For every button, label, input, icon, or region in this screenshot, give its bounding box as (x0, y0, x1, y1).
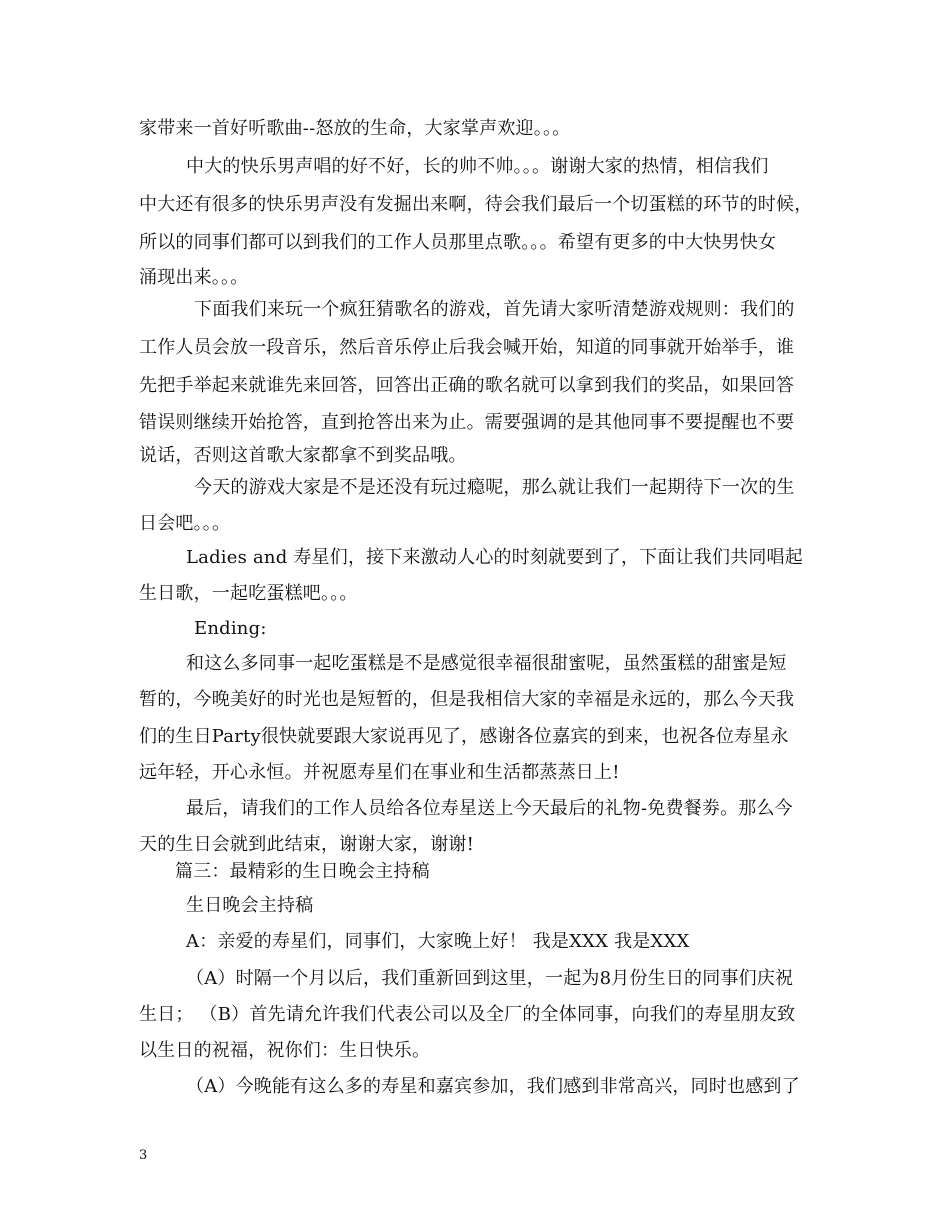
text-line: A：亲爱的寿星们，同事们，大家晚上好！ 我是XXX 我是XXX (186, 931, 690, 952)
text-line: Ladies and 寿星们，接下来激动人心的时刻就要到了，下面让我们共同唱起 (186, 547, 803, 568)
text-line: 最后，请我们的工作人员给各位寿星送上今天最后的礼物-免费餐劵。那么今 (186, 798, 793, 819)
section-subheading: 生日晚会主持稿 (186, 895, 314, 916)
text-line: 日会吧。。。 (139, 513, 231, 534)
text-line: 中大还有很多的快乐男声没有发掘出来啊，待会我们最后一个切蛋糕的环节的时候， (139, 194, 813, 215)
text-line: 所以的同事们都可以到我们的工作人员那里点歌。。。希望有更多的中大快男快女 (139, 232, 777, 253)
section-heading: 篇三：最精彩的生日晚会主持稿 (175, 861, 430, 882)
text-line: （A）今晚能有这么多的寿星和嘉宾参加，我们感到非常高兴，同时也感到了 (186, 1076, 800, 1097)
text-line: 下面我们来玩一个疯狂猜歌名的游戏，首先请大家听清楚游戏规则：我们的 (194, 299, 795, 320)
text-line: 说话，否则这首歌大家都拿不到奖品哦。 (139, 445, 467, 466)
text-line: 错误则继续开始抢答，直到抢答出来为止。需要强调的是其他同事不要提醒也不要 (139, 412, 795, 433)
text-line: 生日； （B）首先请允许我们代表公司以及全厂的全体同事，向我们的寿星朋友致 (139, 1004, 796, 1025)
text-line: 们的生日Party很快就要跟大家说再见了，感谢各位嘉宾的到来，也祝各位寿星永 (139, 726, 789, 747)
text-line: Ending: (194, 618, 267, 639)
text-line: 远年轻，开心永恒。并祝愿寿星们在事业和生活都蒸蒸日上! (139, 762, 620, 783)
text-line: 涌现出来。。。 (139, 267, 249, 288)
text-line: 暂的，今晚美好的时光也是短暂的，但是我相信大家的幸福是永远的，那么今天我 (139, 689, 795, 710)
text-line: 以生日的祝福，祝你们：生日快乐。 (139, 1040, 431, 1061)
text-line: 中大的快乐男声唱的好不好，长的帅不帅。。。谢谢大家的热情，相信我们 (186, 156, 769, 177)
text-line: 和这么多同事一起吃蛋糕是不是感觉很幸福很甜蜜呢，虽然蛋糕的甜蜜是短 (186, 653, 787, 674)
text-line: 家带来一首好听歌曲--怒放的生命，大家掌声欢迎。。。 (139, 118, 571, 139)
text-line: （A）时隔一个月以后，我们重新回到这里，一起为8月份生日的同事们庆祝 (186, 968, 794, 989)
text-line: 今天的游戏大家是不是还没有玩过瘾呢，那么就让我们一起期待下一次的生 (194, 477, 795, 498)
text-line: 工作人员会放一段音乐，然后音乐停止后我会喊开始，知道的同事就开始举手，谁 (139, 337, 795, 358)
text-line: 天的生日会就到此结束，谢谢大家，谢谢! (139, 834, 475, 855)
text-line: 生日歌，一起吃蛋糕吧。。。 (139, 583, 358, 604)
page-number: 3 (139, 1148, 148, 1163)
text-line: 先把手举起来就谁先来回答，回答出正确的歌名就可以拿到我们的奖品，如果回答 (139, 375, 795, 396)
